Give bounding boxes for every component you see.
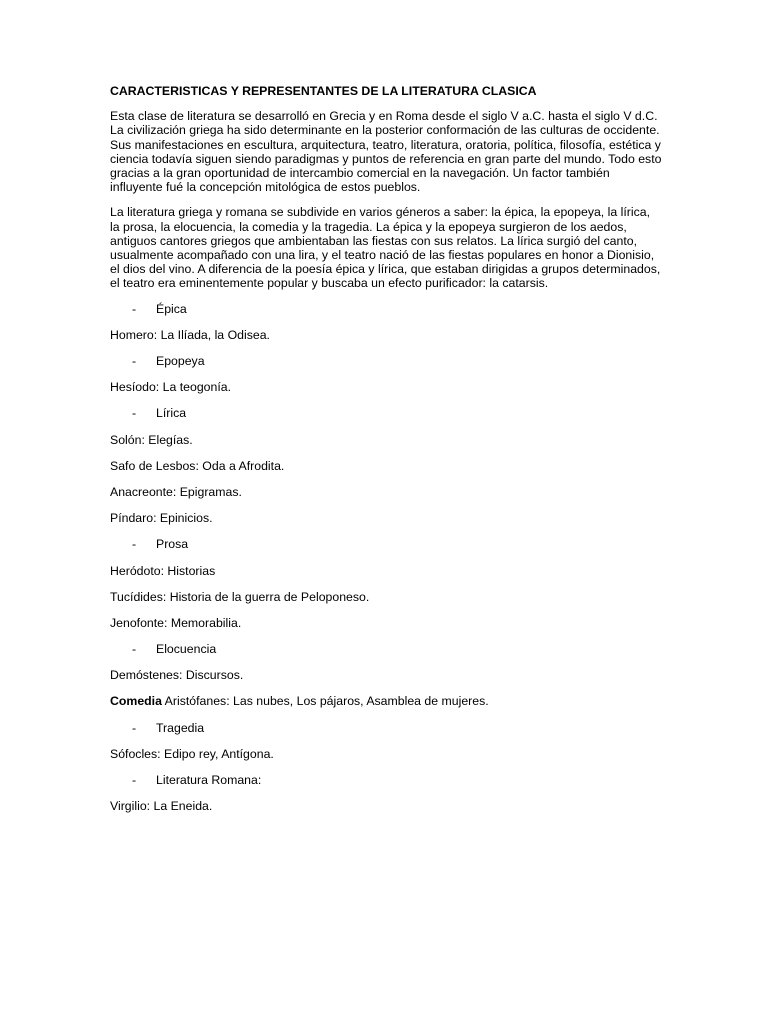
document-page <box>110 84 662 825</box>
bullet-dash: - <box>132 406 137 421</box>
bullet-dash: - <box>132 773 137 788</box>
section-label: Prosa <box>156 537 189 552</box>
list-item: Solón: Elegías. <box>110 432 193 447</box>
section-label: Epopeya <box>156 354 205 369</box>
section-heading-elocuencia <box>110 642 662 656</box>
list-item: Píndaro: Epinicios. <box>110 511 213 526</box>
list-item: Heródoto: Historias <box>110 563 216 578</box>
comedia-label: Comedia <box>110 694 162 709</box>
list-item: Tucídides: Historia de la guerra de Peloponeso. <box>110 589 370 604</box>
bullet-dash: - <box>132 354 137 369</box>
section-heading-epopeya <box>110 354 662 368</box>
list-item: Safo de Lesbos: Oda a Afrodita. <box>110 458 285 473</box>
list-item: Homero: La Ilíada, la Odisea. <box>110 327 270 342</box>
section-heading-lirica <box>110 406 662 420</box>
bullet-dash: - <box>132 537 137 552</box>
bullet-dash: - <box>132 720 137 735</box>
list-item: Sófocles: Edipo rey, Antígona. <box>110 746 274 761</box>
section-heading-epica <box>110 302 662 316</box>
list-item: Hesíodo: La teogonía. <box>110 380 232 395</box>
intro-paragraph: Esta clase de literatura se desarrolló en Grecia y en Roma desde el siglo V a.C. hasta el siglo V d.C. La civilización griega ha sido determinante en la posterior conformación de las culturas de occidente. Sus manifestaciones en escultura, arquitectura, teatro, literatura, oratoria, política, filosofía, estética y ciencia todavía siguen siendo paradigmas y puntos de referencia en gran parte del mundo. Todo esto gracias a la gran oportunidad de intercambio comercial en la navegación. Un factor también influyente fué la concepción mitológica de estos pueblos. <box>110 109 662 195</box>
section-heading-tragedia <box>110 721 662 735</box>
comedia-entry <box>110 694 662 708</box>
bullet-dash: - <box>132 301 137 316</box>
list-item: Anacreonte: Epigramas. <box>110 484 242 499</box>
comedia-text: Aristófanes: Las nubes, Los pájaros, Asamblea de mujeres. <box>161 694 489 709</box>
section-label: Lírica <box>156 406 187 421</box>
list-item: Jenofonte: Memorabilia. <box>110 615 242 630</box>
section-label: Elocuencia <box>156 642 217 657</box>
bullet-dash: - <box>132 642 137 657</box>
document-title: CARACTERISTICAS Y REPRESENTANTES DE LA LITERATURA CLASICA <box>110 84 537 98</box>
section-label: Épica <box>156 301 187 316</box>
genres-paragraph: La literatura griega y romana se subdivide en varios géneros a saber: la épica, la epopeya, la lírica, la prosa, la elocuencia, la comedia y la tragedia. La épica y la epopeya surgieron de los aedos, antiguos cantores griegos que ambientaban las fiestas con sus relatos. La lírica surgió del canto, usualmente acompañado con una lira, y el teatro nació de las fiestas populares en honor a Dionisio, el dios del vino. A diferencia de la poesía épica y lírica, que estaban dirigidas a grupos determinados, el teatro era eminentemente popular y buscaba un efecto purificador: la catarsis. <box>110 205 661 291</box>
section-heading-prosa <box>110 537 662 551</box>
section-label: Tragedia <box>156 720 205 735</box>
section-label: Literatura Romana: <box>156 773 262 788</box>
section-heading-romana <box>110 773 662 787</box>
list-item: Demóstenes: Discursos. <box>110 668 244 683</box>
list-item: Virgilio: La Eneida. <box>110 799 213 814</box>
